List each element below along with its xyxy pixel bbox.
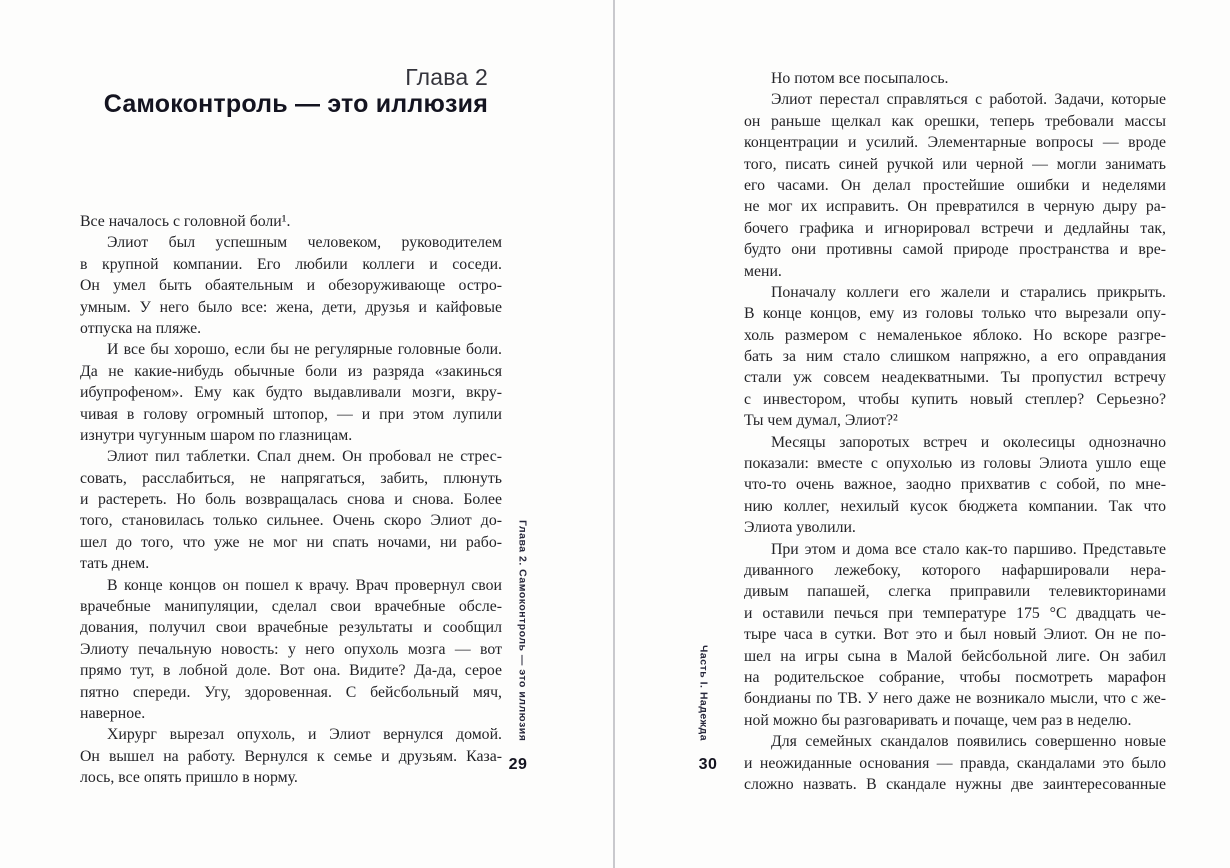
text-line: бочего графика и игнорировал встречи и дедлайны так, xyxy=(744,219,1166,237)
text-line: совать, расслабиться, не напрягаться, забить, плюнуть xyxy=(80,469,502,487)
text-line: Ты чем думал, Элиот?² xyxy=(744,412,898,430)
text-line: наверное. xyxy=(80,704,146,722)
text-line: он раньше щелкал как орешки, теперь требовали массы xyxy=(744,112,1166,130)
text-line: отпуска на пляже. xyxy=(80,319,202,337)
text-line: Он вышел на работу. Вернулся к семье и друзьям. Каза- xyxy=(80,747,502,765)
text-line: нию коллег, нехилый кусок бюджета компании. Так что xyxy=(744,497,1166,515)
text-line: будто они противны самой природе пространства и вре- xyxy=(744,241,1166,259)
text-line: и растереть. Но боль возвращалась снова и снова. Более xyxy=(80,491,502,509)
text-line: стали уж совсем неадекватными. Ты пропустил встречу xyxy=(744,369,1166,387)
chapter-title: Самоконтроль — это иллюзия xyxy=(103,90,488,118)
text-line: Поначалу коллеги его жалели и старались прикрыть. xyxy=(771,283,1166,301)
text-line: шел до того, что уже не мог ни спать ночами, ни рабо- xyxy=(80,533,502,551)
text-line: Для семейных скандалов появились совершенно новые xyxy=(771,733,1166,751)
text-line: И все бы хорошо, если бы не регулярные головные боли. xyxy=(107,341,502,359)
text-line: Элиоту печальную новость: у него опухоль мозга — вот xyxy=(80,640,502,658)
text-line: прямо тут, в лобной доле. Вот она. Видите? Да-да, серое xyxy=(80,662,502,680)
text-line: лось, все опять пришло в норму. xyxy=(80,769,298,787)
text-line: что-то очень важное, заодно прихватив с собой, по мне- xyxy=(744,476,1166,494)
chapter-label: Глава 2 xyxy=(405,64,488,90)
text-line: мени. xyxy=(744,262,782,280)
text-line: того, писать синей ручкой или черной — могли занимать xyxy=(744,155,1166,173)
text-line: Но потом все посыпалось. xyxy=(771,70,949,87)
text-line: изнутри чугунным шаром по глазницам. xyxy=(80,426,353,444)
right-page xyxy=(615,0,1230,868)
right-running-title: Часть I. Надежда xyxy=(697,644,710,741)
text-line: бондианы по ТВ. У него даже не возникало мысли, что с же- xyxy=(744,690,1166,708)
text-line: ной можно бы разговаривать и почаще, чем раз в неделю. xyxy=(744,711,1132,729)
text-line: показали: вместе с опухолью из головы Элиота ушло еще xyxy=(744,455,1166,473)
text-line: и оставили печься при температуре 175 °C двадцать че- xyxy=(744,604,1166,622)
right-page-text xyxy=(744,68,1166,795)
text-line: Элиот был успешным человеком, руководителем xyxy=(107,234,502,252)
text-line: тать днем. xyxy=(80,555,150,573)
text-line: Да не какие-нибудь обычные боли из разряда «закинься xyxy=(80,362,502,380)
text-line: чивая в голову огромный штопор, — и при этом лупили xyxy=(80,405,502,423)
text-line: Хирург вырезал опухоль, и Элиот вернулся домой. xyxy=(107,726,502,744)
text-line: Элиот пил таблетки. Спал днем. Он пробовал не стрес- xyxy=(107,448,502,466)
left-running-title: Глава 2. Самоконтроль — это иллюзия xyxy=(516,519,529,741)
text-line: бать за ним стало слишком напряжно, а его оправдания xyxy=(744,348,1166,366)
text-line: Он умел быть обаятельным и обезоруживающе остро- xyxy=(80,277,502,295)
text-line: врачебные манипуляции, сделал свои врачебные обсле- xyxy=(80,598,502,616)
left-page xyxy=(0,0,613,868)
text-line: дования, получил свои врачебные результаты и сообщил xyxy=(80,619,502,637)
text-line: того, становилась только сильнее. Очень скоро Элиот до- xyxy=(80,512,502,530)
text-line: дивым папашей, слегка приправили телевикторинами xyxy=(744,583,1166,601)
left-page-text xyxy=(80,211,502,789)
text-line: сложно назвать. В скандале нужны две заинтересованные xyxy=(744,775,1166,793)
chapter-heading xyxy=(80,64,502,119)
text-line: умным. У него было все: жена, дети, друзья и кайфовые xyxy=(80,298,502,316)
text-line: пятно спереди. Угу, здоровенная. С бейсбольный мяч, xyxy=(80,683,502,701)
text-line: диванного лежебоку, которого нафаршировали нера- xyxy=(744,561,1166,579)
text-line: не мог их исправить. Он превратился в черную дыру ра- xyxy=(744,198,1166,216)
text-line: Элиот перестал справляться с работой. Задачи, которые xyxy=(771,91,1166,109)
text-line: концентрации и усилий. Элементарные вопросы — вроде xyxy=(744,134,1166,152)
text-line: на родительское собрание, чтобы посмотреть марафон xyxy=(744,668,1166,686)
text-line: холь размером с немаленькое яблоко. Но вскоре разгре- xyxy=(744,326,1166,344)
text-line: В конце концов он пошел к врачу. Врач провернул свои xyxy=(107,576,502,594)
text-line: Все началось с головной боли¹. xyxy=(80,213,291,230)
right-page-number: 30 xyxy=(698,756,718,773)
text-line: тыре часа в сутки. Вот это и был новый Элиот. Он не по- xyxy=(744,626,1166,644)
text-line: Элиота уволили. xyxy=(744,519,856,537)
text-line: Месяцы запоротых встреч и околесицы однозначно xyxy=(771,433,1166,451)
text-line: При этом и дома все стало как-то паршиво. Представьте xyxy=(771,540,1166,558)
text-line: в крупной компании. Его любили коллеги и соседи. xyxy=(80,255,502,273)
text-line: и неожиданные основания — правда, скандалами это было xyxy=(744,754,1166,772)
text-line: В конце концов, ему из головы только что вырезали опу- xyxy=(744,305,1166,323)
left-page-number: 29 xyxy=(508,756,528,773)
text-line: шел на игры сына в Малой бейсбольной лиге. Он забил xyxy=(744,647,1166,665)
text-line: его часами. Он делал простейшие ошибки и неделями xyxy=(744,176,1166,194)
text-line: с инвестором, чтобы купить новый степлер? Серьезно? xyxy=(744,390,1166,408)
text-line: ибупрофеном». Ему как будто выдавливали мозги, вкру- xyxy=(80,384,502,402)
